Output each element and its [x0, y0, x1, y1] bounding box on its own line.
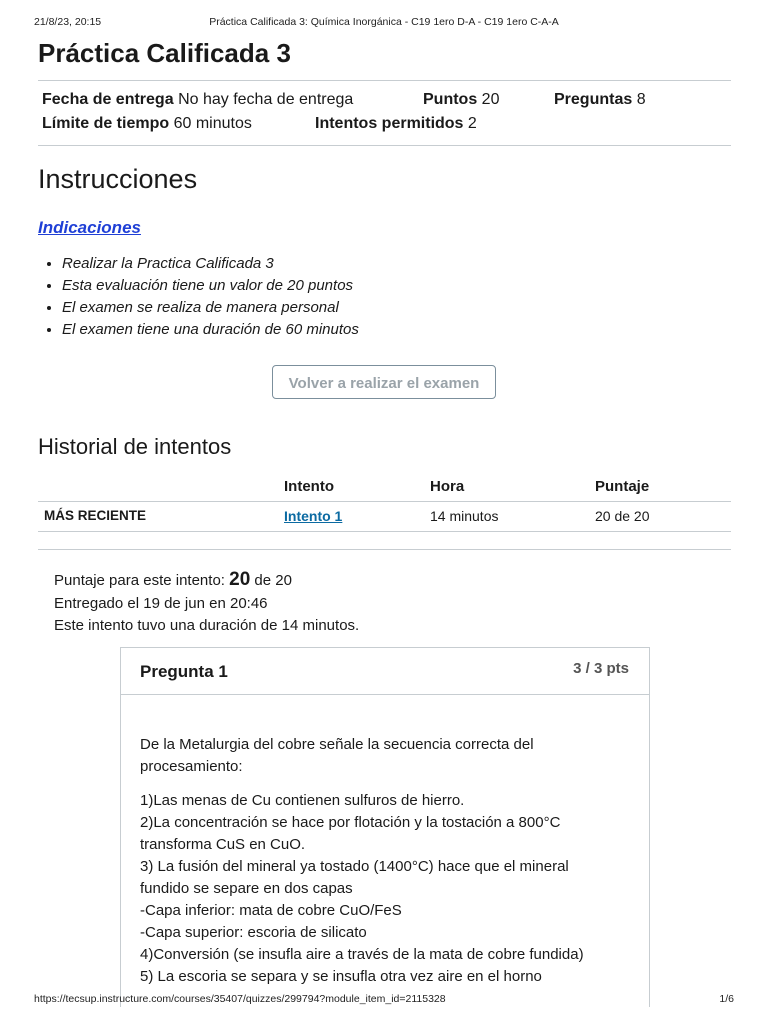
attempt-time: 14 minutos [430, 508, 499, 524]
question-line: 5) La escoria se separa y se insufla otra vez aire en el horno [140, 968, 542, 985]
time-limit-label: Límite de tiempo [42, 115, 170, 132]
question-line: 4)Conversión (se insufla aire a través de la mata de cobre fundida) [140, 946, 584, 963]
score-suffix: de 20 [250, 572, 292, 589]
question-body [140, 734, 615, 988]
divider [38, 80, 731, 81]
column-header-attempt: Intento [284, 478, 334, 495]
question-line: -Capa inferior: mata de cobre CuO/FeS [140, 902, 402, 919]
page-title: Práctica Calificada 3 [38, 38, 291, 68]
question-title: Pregunta 1 [140, 662, 228, 681]
question-line: -Capa superior: escoria de silicato [140, 924, 367, 941]
due-label: Fecha de entrega [42, 91, 174, 108]
print-doc-title: Práctica Calificada 3: Química Inorgánica - C19 1ero D-A - C19 1ero C-A-A [209, 16, 559, 28]
attempts-label: Intentos permitidos [315, 115, 464, 132]
questions-label: Preguntas [554, 91, 633, 108]
score-prefix: Puntaje para este intento: [54, 572, 230, 589]
question-intro: De la Metalurgia del cobre señale la secuencia correcta del procesamiento: [140, 736, 534, 775]
list-item: • Esta evaluación tiene un valor de 20 puntos [62, 276, 359, 298]
question-line: 3) La fusión del mineral ya tostado (1400°C) hace que el mineral fundido se separe en dos capas [140, 858, 569, 897]
list-item: • El examen se realiza de manera personal [62, 298, 359, 320]
due-value: No hay fecha de entrega [178, 91, 354, 108]
most-recent-label: MÁS RECIENTE [44, 508, 147, 523]
attempts-value: 2 [467, 115, 477, 132]
indications-link[interactable]: Indicaciones [38, 218, 141, 237]
history-heading: Historial de intentos [38, 434, 232, 459]
attempt-1-link[interactable]: Intento 1 [284, 508, 343, 524]
divider [38, 549, 731, 550]
instructions-heading: Instrucciones [38, 164, 198, 194]
print-date: 21/8/23, 20:15 [34, 16, 102, 28]
questions-value: 8 [636, 91, 646, 108]
time-limit-value: 60 minutos [173, 115, 252, 132]
attempt-score-summary [54, 569, 292, 591]
questions [554, 91, 646, 109]
list-item: • El examen tiene una duración de 60 minutos [62, 320, 359, 342]
points [423, 91, 499, 109]
instructions-list [38, 254, 359, 342]
submitted-date: Entregado el 19 de jun en 20:46 [54, 595, 268, 612]
column-header-time: Hora [430, 478, 465, 495]
column-header-score: Puntaje [595, 478, 650, 495]
question-card [120, 647, 650, 1007]
points-value: 20 [481, 91, 500, 108]
table-header-divider [38, 501, 731, 502]
attempt-score: 20 de 20 [595, 508, 650, 524]
question-points: 3 / 3 pts [573, 660, 629, 677]
attempt-duration: Este intento tuvo una duración de 14 minutos. [54, 617, 360, 634]
question-header [121, 648, 649, 695]
due-date [42, 91, 353, 109]
page-number: 1/6 [719, 993, 734, 1005]
attempts-allowed [315, 115, 477, 133]
time-limit [42, 115, 252, 133]
score-value: 20 [229, 569, 251, 590]
retake-quiz-button[interactable]: Volver a realizar el examen [272, 365, 496, 399]
print-url: https://tecsup.instructure.com/courses/35407/quizzes/299794?module_item_id=2115328 [34, 993, 446, 1005]
divider [38, 145, 731, 146]
points-label: Puntos [423, 91, 478, 108]
question-line: 2)La concentración se hace por flotación y la tostación a 800°C transforma CuS en CuO. [140, 814, 561, 853]
table-bottom-divider [38, 531, 731, 532]
question-line: 1)Las menas de Cu contienen sulfuros de hierro. [140, 792, 465, 809]
list-item: • Realizar la Practica Calificada 3 [62, 254, 359, 276]
